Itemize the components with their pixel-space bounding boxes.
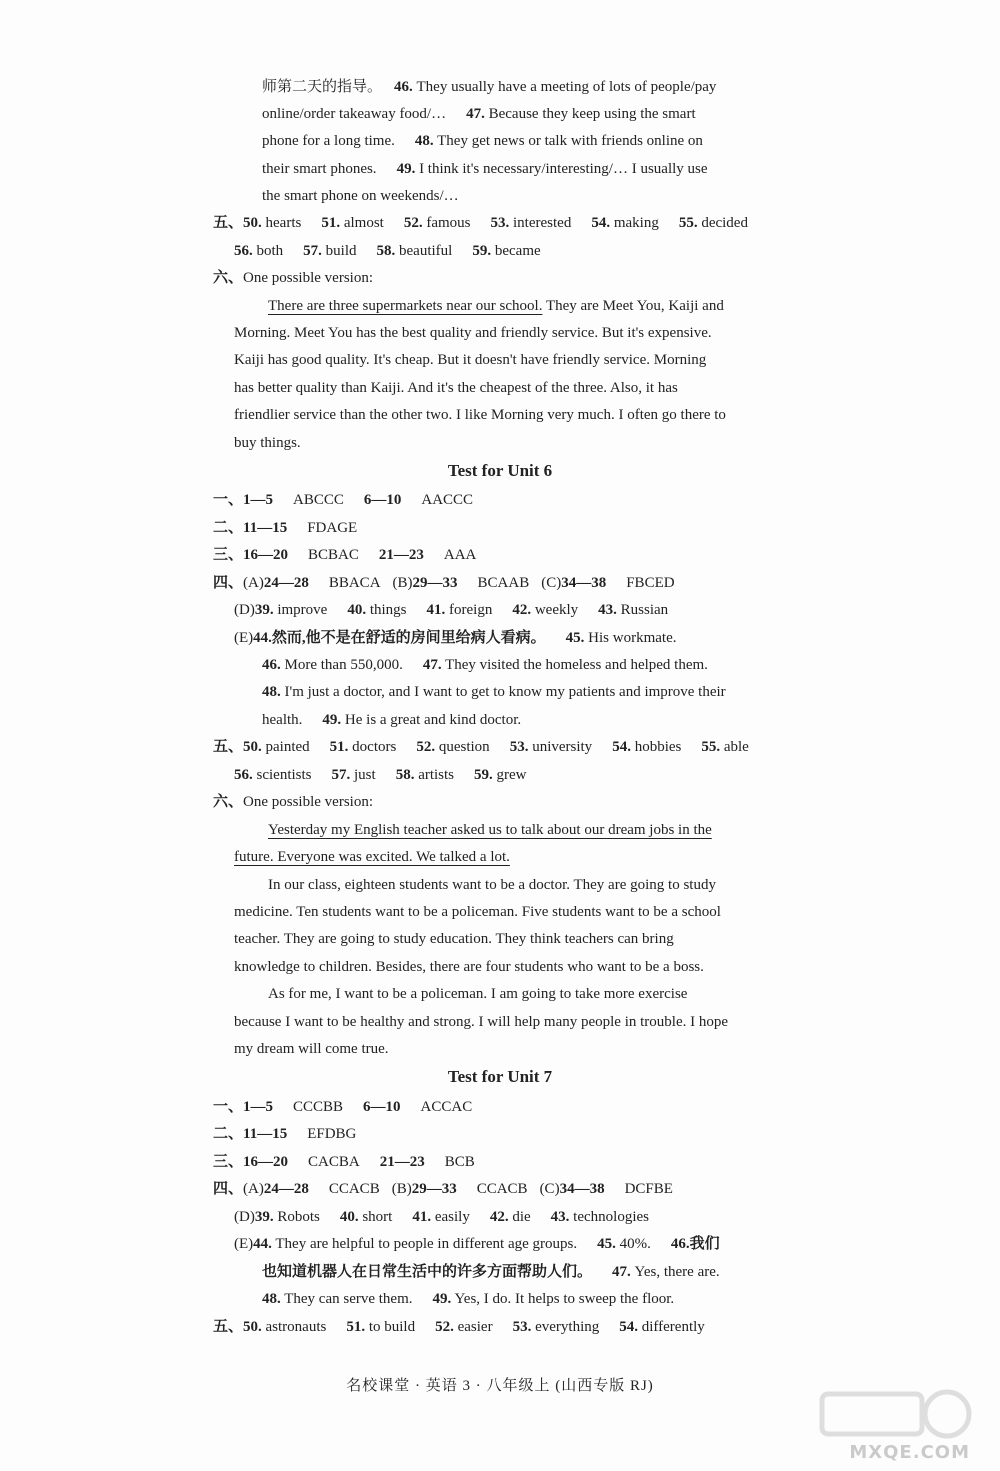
answer-text: Yes, there are.	[634, 1264, 720, 1280]
essay-topic-sentence: future. Everyone was excited. We talked a lot.	[234, 849, 510, 865]
unit7-section-three	[213, 1152, 475, 1172]
question-number: 52.	[435, 1319, 454, 1335]
answer-letters: FDAGE	[307, 520, 358, 536]
unit7-section-four-d	[234, 1207, 649, 1227]
question-number: 45.	[597, 1236, 616, 1252]
question-range: 34—38	[561, 575, 607, 591]
question-number: 51.	[346, 1319, 366, 1335]
question-number: 56.	[234, 767, 253, 783]
question-number: 39.	[254, 602, 274, 618]
answer-word: both	[256, 243, 284, 259]
question-number: 49.	[432, 1291, 452, 1307]
question-range: 6—10	[363, 1099, 401, 1115]
unit7-section-four-abc	[213, 1179, 673, 1199]
question-number: 43.	[550, 1209, 570, 1225]
answer-word: university	[532, 739, 593, 755]
question-range: 29—33	[412, 575, 458, 591]
answer-word: everything	[535, 1319, 600, 1335]
section-prefix: 四、	[213, 575, 244, 591]
question-range: 16—20	[243, 547, 289, 563]
question-number: 52.	[416, 739, 436, 755]
answer-line	[262, 186, 459, 206]
answer-text: 我们	[689, 1236, 720, 1252]
answer-text: Because they keep using the smart	[488, 106, 696, 122]
answer-letters: AACCC	[421, 492, 474, 508]
answer-word: differently	[641, 1319, 705, 1335]
section-prefix: 六、	[213, 794, 244, 810]
essay-line: As for me, I want to be a policeman. I am going to take more exercise	[268, 986, 688, 1002]
answer-word: became	[494, 243, 541, 259]
question-number: 51.	[321, 215, 341, 231]
part-label: (B)	[392, 575, 413, 591]
question-range: 29—33	[411, 1181, 457, 1197]
question-range: 6—10	[363, 492, 402, 508]
section-prefix: 五、	[213, 215, 244, 231]
answer-line	[262, 1289, 674, 1309]
question-number: 43.	[598, 602, 617, 618]
question-number: 45.	[565, 630, 585, 646]
answer-word: painted	[265, 739, 310, 755]
question-number: 58.	[376, 243, 396, 259]
essay-line: knowledge to children. Besides, there are four students who want to be a boss.	[234, 959, 704, 975]
essay-line: Kaiji has good quality. It's cheap. But it doesn't have friendly service. Morning	[234, 352, 707, 368]
unit6-section-six-label	[213, 792, 373, 812]
question-number: 49.	[396, 161, 416, 177]
question-range: 34—38	[559, 1181, 605, 1197]
answer-text: More than 550,000.	[284, 657, 403, 673]
answer-line	[262, 77, 716, 97]
answer-letters: CCCBB	[293, 1099, 344, 1115]
question-number: 50.	[243, 739, 262, 755]
part-label: (D)	[234, 602, 255, 618]
question-number: 56.	[234, 243, 253, 259]
answer-letters: CACBA	[308, 1154, 360, 1170]
answer-word: die	[512, 1209, 531, 1225]
unit6-section-four-e	[234, 628, 677, 648]
answer-text: health.	[262, 712, 303, 728]
question-number: 41.	[412, 1209, 432, 1225]
essay-line: friendlier service than the other two. I like Morning very much. I often go there to	[234, 407, 726, 423]
answer-word: short	[362, 1209, 393, 1225]
question-number: 40.	[347, 602, 367, 618]
answer-word: astronauts	[265, 1319, 327, 1335]
section-prefix: 二、	[213, 1126, 244, 1142]
question-number: 54.	[612, 739, 631, 755]
question-range: 24—28	[263, 1181, 309, 1197]
question-number: 54.	[591, 215, 611, 231]
answer-letters: BCAAB	[477, 575, 530, 591]
answer-letters: BCBAC	[308, 547, 359, 563]
answer-word: build	[325, 243, 357, 259]
answer-text: Yes, I do. It helps to sweep the floor.	[454, 1291, 675, 1307]
answer-word: famous	[426, 215, 471, 231]
answer-text: His workmate.	[588, 630, 677, 646]
answer-letters: BCB	[444, 1154, 475, 1170]
answer-line	[262, 655, 708, 675]
question-number: 49.	[322, 712, 342, 728]
answer-letters: AAA	[443, 547, 477, 563]
question-number: 54.	[619, 1319, 638, 1335]
answer-word: grew	[496, 767, 527, 783]
answer-word: hobbies	[634, 739, 682, 755]
part-label: (E)	[234, 1236, 254, 1252]
answer-word: things	[369, 602, 407, 618]
unit-6-heading: Test for Unit 6	[447, 461, 553, 480]
answer-word: Russian	[620, 602, 669, 618]
answer-word: artists	[418, 767, 455, 783]
question-number: 50.	[243, 1319, 262, 1335]
section-prefix: 三、	[213, 1154, 244, 1170]
question-number: 48.	[262, 1291, 281, 1307]
unit7-section-one	[213, 1097, 472, 1117]
question-number: 50.	[243, 215, 262, 231]
unit6-section-four-d	[234, 600, 668, 620]
question-number: 59.	[472, 243, 492, 259]
section-prefix: 一、	[213, 492, 244, 508]
question-number: 48.	[414, 133, 434, 149]
answer-word: making	[613, 215, 659, 231]
section-prefix: 四、	[213, 1181, 244, 1197]
question-number: 40.	[339, 1209, 359, 1225]
question-number: 59.	[474, 767, 493, 783]
section-label: One possible version:	[243, 270, 373, 286]
answer-word: technologies	[573, 1209, 649, 1225]
unit6-section-four-abc	[213, 573, 675, 593]
answer-word: just	[354, 767, 376, 783]
question-number: 57.	[331, 767, 351, 783]
unit6-section-one	[213, 490, 473, 510]
question-range: 24—28	[263, 575, 309, 591]
part-label: (D)	[234, 1209, 255, 1225]
answer-text: I'm just a doctor, and I want to get to know my patients and improve their	[284, 684, 726, 700]
answer-text: their smart phones.	[262, 161, 377, 177]
answer-word: Robots	[277, 1209, 320, 1225]
question-range: 21—23	[378, 547, 424, 563]
question-number: 55.	[701, 739, 721, 755]
question-number: 41.	[426, 602, 446, 618]
unit7-section-five	[213, 1317, 705, 1337]
answer-line	[262, 682, 726, 702]
answer-line	[262, 131, 703, 151]
question-number: 46.	[670, 1236, 690, 1252]
question-range: 16—20	[243, 1154, 289, 1170]
answer-word: improve	[277, 602, 328, 618]
part-label: (C)	[539, 1181, 560, 1197]
answer-line	[262, 159, 708, 179]
section-prefix: 二、	[213, 520, 244, 536]
question-number: 47.	[422, 657, 442, 673]
essay-line: because I want to be healthy and strong. I will help many people in trouble. I hope	[234, 1014, 729, 1030]
section-prefix: 五、	[213, 1319, 244, 1335]
answer-text: the smart phone on weekends/…	[262, 188, 459, 204]
answer-word: easier	[457, 1319, 493, 1335]
answer-text: They are helpful to people in different age groups.	[275, 1236, 578, 1252]
question-number: 53.	[490, 215, 510, 231]
watermark-text: MXQE.COM	[849, 1442, 970, 1463]
question-number: 44.	[253, 1236, 272, 1252]
essay-line: Morning. Meet You has the best quality and friendly service. But it's expensive.	[234, 325, 712, 341]
unit6-section-five-line2	[234, 765, 527, 785]
question-number: 42.	[489, 1209, 509, 1225]
section-prefix: 三、	[213, 547, 244, 563]
question-number: 39.	[254, 1209, 274, 1225]
question-number: 58.	[395, 767, 415, 783]
answer-letters: DCFBE	[624, 1181, 673, 1197]
question-number: 48.	[262, 684, 281, 700]
answer-text: 40%.	[619, 1236, 651, 1252]
question-number: 46.	[394, 79, 413, 95]
answer-letters: ACCAC	[420, 1099, 473, 1115]
question-range: 1—5	[243, 492, 274, 508]
section-prefix: 五、	[213, 739, 244, 755]
question-number: 44.	[253, 630, 272, 646]
answer-word: able	[723, 739, 749, 755]
answer-word: interested	[513, 215, 572, 231]
section-label: One possible version:	[243, 794, 373, 810]
part-label: (C)	[541, 575, 562, 591]
question-number: 47.	[466, 106, 485, 122]
answer-text: online/order takeaway food/…	[262, 106, 447, 122]
answer-word: easily	[434, 1209, 470, 1225]
answer-text: They get news or talk with friends online on	[437, 133, 703, 149]
question-number: 55.	[678, 215, 698, 231]
answer-line	[262, 710, 521, 730]
essay-line: In our class, eighteen students want to be a doctor. They are going to study	[268, 877, 716, 893]
answer-text: They can serve them.	[284, 1291, 413, 1307]
answer-letters: CCACB	[328, 1181, 380, 1197]
question-number: 53.	[509, 739, 529, 755]
unit7-section-two	[213, 1124, 356, 1144]
essay-line	[268, 296, 724, 316]
unit-7-heading: Test for Unit 7	[447, 1067, 553, 1086]
question-range: 11—15	[243, 520, 288, 536]
answer-line	[262, 104, 696, 124]
question-number: 42.	[512, 602, 532, 618]
answer-line	[262, 1262, 720, 1282]
section-prefix: 一、	[213, 1099, 244, 1115]
answer-word: almost	[343, 215, 384, 231]
answer-text: 师第二天的指导。	[262, 79, 383, 95]
essay-line: has better quality than Kaiji. And it's the cheapest of the three. Also, it has	[234, 380, 678, 396]
question-number: 46.	[262, 657, 281, 673]
answer-word: question	[438, 739, 490, 755]
question-number: 57.	[303, 243, 322, 259]
answer-text: phone for a long time.	[262, 133, 395, 149]
answer-text: They usually have a meeting of lots of people/pay	[416, 79, 717, 95]
essay-text: They are Meet You, Kaiji and	[545, 298, 724, 314]
question-range: 1—5	[243, 1099, 274, 1115]
part-label: (A)	[243, 575, 264, 591]
unit6-section-three	[213, 545, 476, 565]
unit7-section-four-e	[234, 1234, 720, 1254]
answer-word: hearts	[265, 215, 302, 231]
essay-line: medicine. Ten students want to be a policeman. Five students want to be a school	[234, 904, 721, 920]
answer-word: beautiful	[399, 243, 453, 259]
answer-letters: FBCED	[626, 575, 675, 591]
question-number: 52.	[403, 215, 423, 231]
answer-word: decided	[701, 215, 748, 231]
question-range: 11—15	[243, 1126, 288, 1142]
essay-topic-sentence: Yesterday my English teacher asked us to talk about our dream jobs in the	[268, 822, 712, 838]
essay-topic-sentence: There are three supermarkets near our school.	[268, 298, 543, 314]
section-five-line1	[213, 213, 748, 233]
part-label: (E)	[234, 630, 254, 646]
section-prefix: 六、	[213, 270, 244, 286]
answer-word: scientists	[256, 767, 312, 783]
section-five-line2	[234, 241, 541, 261]
essay-line: buy things.	[234, 435, 301, 451]
page-footer: 名校课堂 · 英语 3 · 八年级上 (山西专版 RJ)	[346, 1378, 654, 1394]
question-number: 47.	[612, 1264, 631, 1280]
answer-letters: EFDBG	[307, 1126, 357, 1142]
unit6-section-two	[213, 518, 357, 538]
question-number: 53.	[512, 1319, 532, 1335]
part-label: (A)	[243, 1181, 264, 1197]
answer-text: He is a great and kind doctor.	[344, 712, 522, 728]
answer-word: to build	[368, 1319, 416, 1335]
answer-text: 然而,他不是在舒适的房间里给病人看病。	[271, 630, 546, 646]
answer-text: They visited the homeless and helped them.	[445, 657, 708, 673]
question-range: 21—23	[379, 1154, 425, 1170]
essay-line: teacher. They are going to study education. They think teachers can bring	[234, 931, 674, 947]
answer-text: I think it's necessary/interesting/… I usually use	[419, 161, 708, 177]
answer-word: doctors	[352, 739, 397, 755]
answer-letters: BBACA	[328, 575, 381, 591]
part-label: (B)	[391, 1181, 412, 1197]
answer-text: 也知道机器人在日常生活中的许多方面帮助人们。	[262, 1264, 593, 1280]
unit6-section-five-line1	[213, 737, 749, 757]
question-number: 51.	[329, 739, 349, 755]
answer-word: foreign	[449, 602, 493, 618]
answer-letters: CCACB	[476, 1181, 528, 1197]
answer-word: weekly	[534, 602, 579, 618]
essay-line: my dream will come true.	[234, 1041, 389, 1057]
answer-letters: ABCCC	[293, 492, 344, 508]
section-six-label	[213, 268, 373, 288]
